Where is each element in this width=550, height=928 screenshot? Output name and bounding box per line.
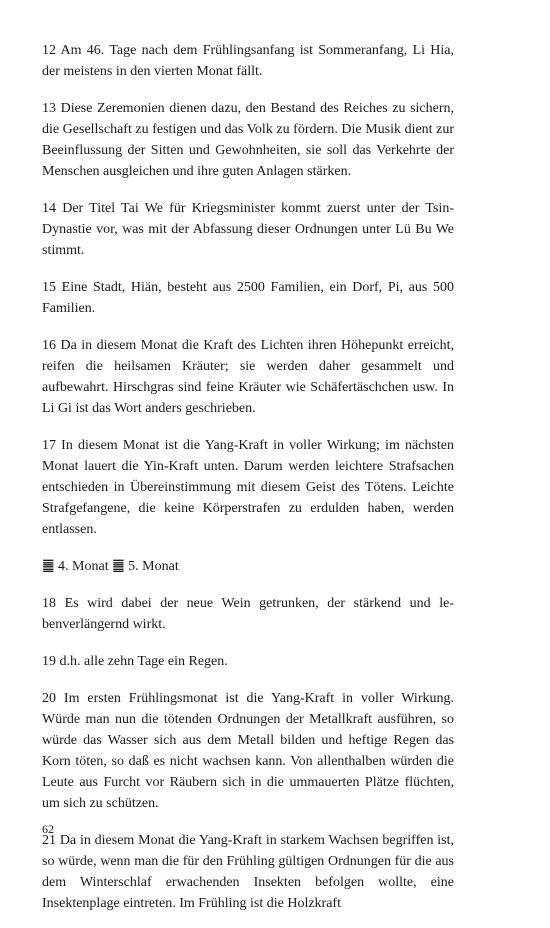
note-12: 12 Am 46. Tage nach dem Frühlingsanfang ist Sommeranfang, Li Hia, der meistens in den vierten Monat fällt. xyxy=(42,43,454,79)
note-18: 18 Es wird dabei der neue Wein getrunken, der stärkend und lebenverlängernd wirkt. xyxy=(42,596,454,632)
note-15: 15 Eine Stadt, Hiän, besteht aus 2500 Familien, ein Dorf, Pi, aus 500 Familien. xyxy=(42,280,454,316)
note-13: 13 Diese Zeremonien dienen dazu, den Bestand des Reiches zu sichern, die Gesellschaft zu festigen und das Volk zu fördern. Die Musik dient zur Beeinflussung der Sitten und Gewohnheiten, sie soll das Verkehrte der Menschen ausgleichen und ihre guten Anlagen stärken. xyxy=(42,101,454,179)
note-14: 14 Der Titel Tai We für Kriegsminister kommt zuerst unter der Tsin-Dynastie vor, was mit der Abfassung dieser Ordnungen unter Lü Bu We stimmt. xyxy=(42,201,454,258)
note-17: 17 In diesem Monat ist die Yang-Kraft in voller Wirkung; im nächsten Monat lauert die Yin-Kraft unten. Darum werden leichtere Strafsachen entschieden in Übereinstimmung mit diesem Geist des Tötens. Leichte Strafgefangene, die keine Körperstrafen zu erdulden haben, werden entlassen. xyxy=(42,438,454,537)
page-body xyxy=(42,40,454,928)
note-16: 16 Da in diesem Monat die Kraft des Lichten ihren Höhepunkt erreicht, reifen die heilsamen Kräuter; sie werden daher gesammelt und aufbewahrt. Hirschgras sind feine Kräuter wie Schäfertäschchen usw. In Li Gi ist das Wort anders geschrieben. xyxy=(42,338,454,416)
hexagram-month-line: ䷀ 4. Monat ䷀ 5. Monat xyxy=(42,559,179,574)
page-number: 62 xyxy=(42,822,54,836)
note-21: 21 Da in diesem Monat die Yang-Kraft in starkem Wachsen begriffen ist, so würde, wenn man die für den Frühling gültigen Ordnungen für die aus dem Winterschlaf erwachenden Insekten befolgen wollte, eine Insektenplage eintreten. Im Frühling ist die Holzkraft xyxy=(42,833,454,911)
note-19: 19 d.h. alle zehn Tage ein Regen. xyxy=(42,654,228,669)
note-20: 20 Im ersten Frühlingsmonat ist die Yang-Kraft in voller Wirkung. Würde man nun die tötenden Ordnungen der Metallkraft ausführen, so würde das Wasser sich aus dem Metall bilden und heftige Regen das Korn töten, so daß es nicht wachsen kann. Von allenthalben würden die Leute aus Furcht vor Räubern sich in die ummauerten Plätze flüchten, um sich zu schützen. xyxy=(42,691,454,811)
